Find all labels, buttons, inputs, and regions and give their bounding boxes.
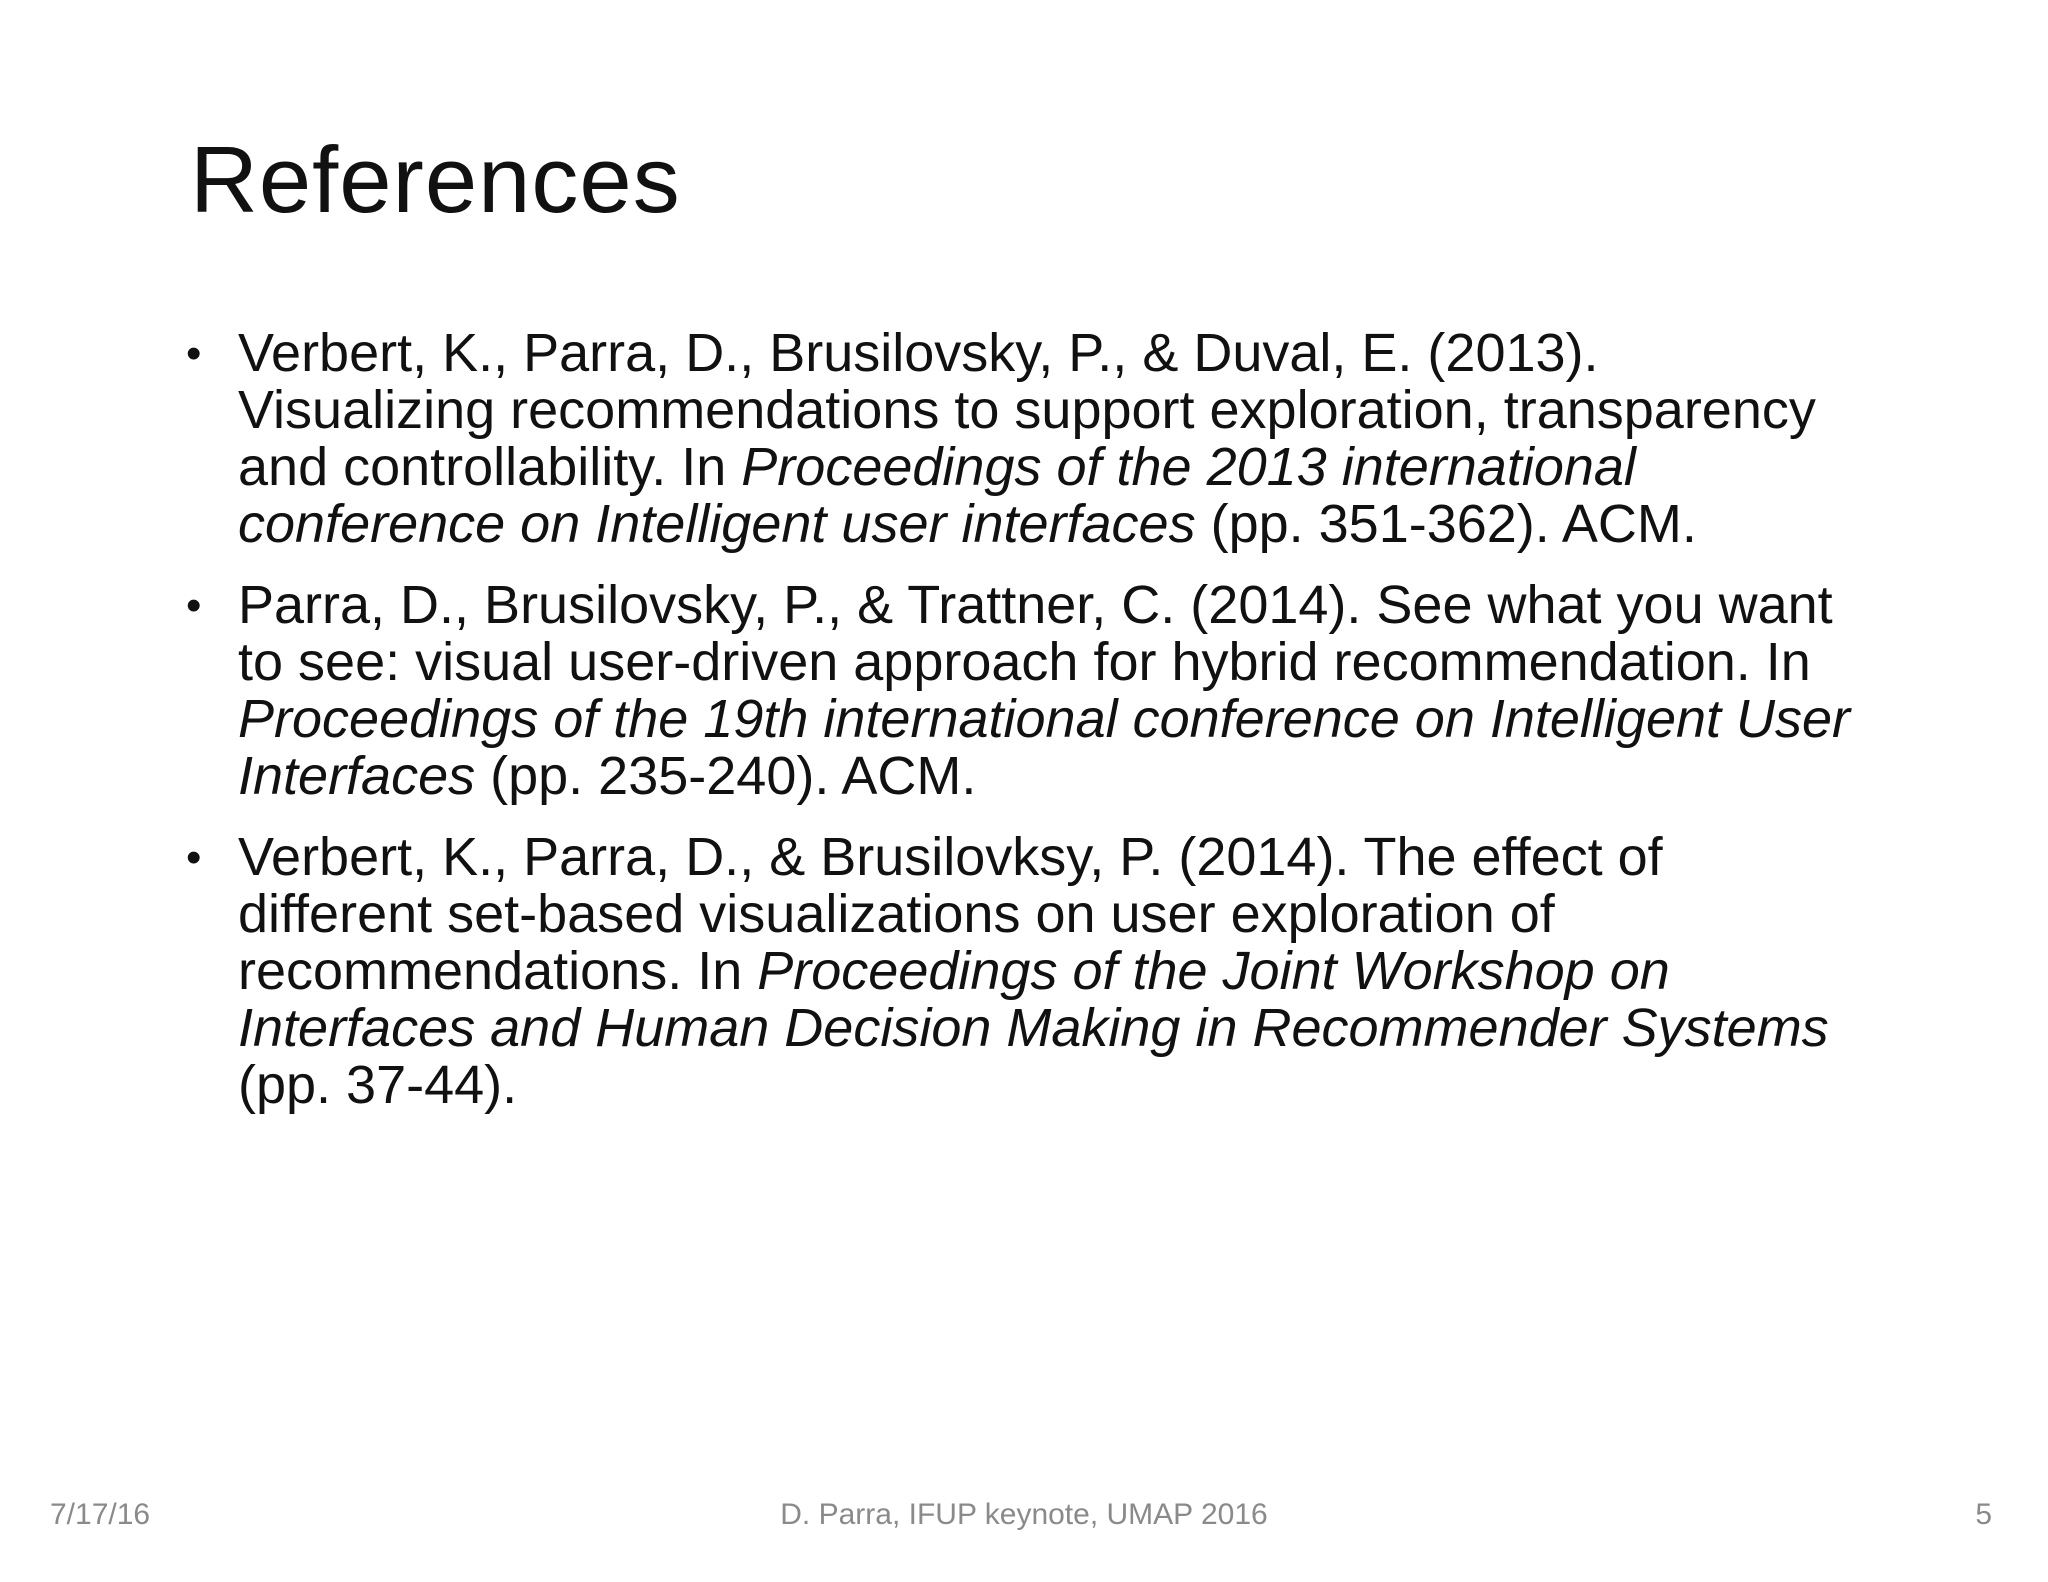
footer-page-number: 5 — [1975, 1498, 1992, 1531]
reference-text — [238, 323, 1816, 554]
reference-item — [186, 325, 1866, 553]
reference-authors-title: Verbert, K., Parra, D., Brusilovsky, P., & Duval, E. (2013). Visualizing recommendations to support exploration, transparency and controllability. In — [238, 323, 1816, 497]
reference-text — [238, 827, 1829, 1115]
reference-item — [186, 577, 1866, 805]
footer-presentation-info: D. Parra, IFUP keynote, UMAP 2016 — [780, 1498, 1268, 1531]
bullet-icon: • — [186, 581, 202, 630]
footer-date: 7/17/16 — [50, 1498, 151, 1531]
reference-venue: Proceedings of the 19th international conference on Intelligent User Interfaces — [238, 689, 1851, 806]
reference-pages: (pp. 235-240). ACM. — [475, 746, 977, 806]
reference-list — [186, 325, 1866, 1138]
reference-venue: Proceedings of the 2013 international conference on Intelligent user interfaces — [238, 437, 1636, 554]
reference-authors-title: Verbert, K., Parra, D., & Brusilovksy, P. (2014). The effect of different set-based visualizations on user exploration of recommendations. In — [238, 827, 1663, 1001]
reference-pages: (pp. 351-362). ACM. — [1195, 494, 1697, 554]
slide-title: References — [190, 127, 681, 232]
reference-item — [186, 829, 1866, 1114]
reference-authors-title: Parra, D., Brusilovsky, P., & Trattner, C. (2014). See what you want to see: visual user-driven approach for hybrid recommendation. In — [238, 575, 1833, 692]
bullet-icon: • — [186, 833, 202, 882]
bullet-icon: • — [186, 329, 202, 378]
reference-text — [238, 575, 1850, 806]
reference-venue: Proceedings of the Joint Workshop on Interfaces and Human Decision Making in Recommender Systems — [238, 941, 1829, 1058]
reference-pages: (pp. 37-44). — [238, 1055, 518, 1115]
